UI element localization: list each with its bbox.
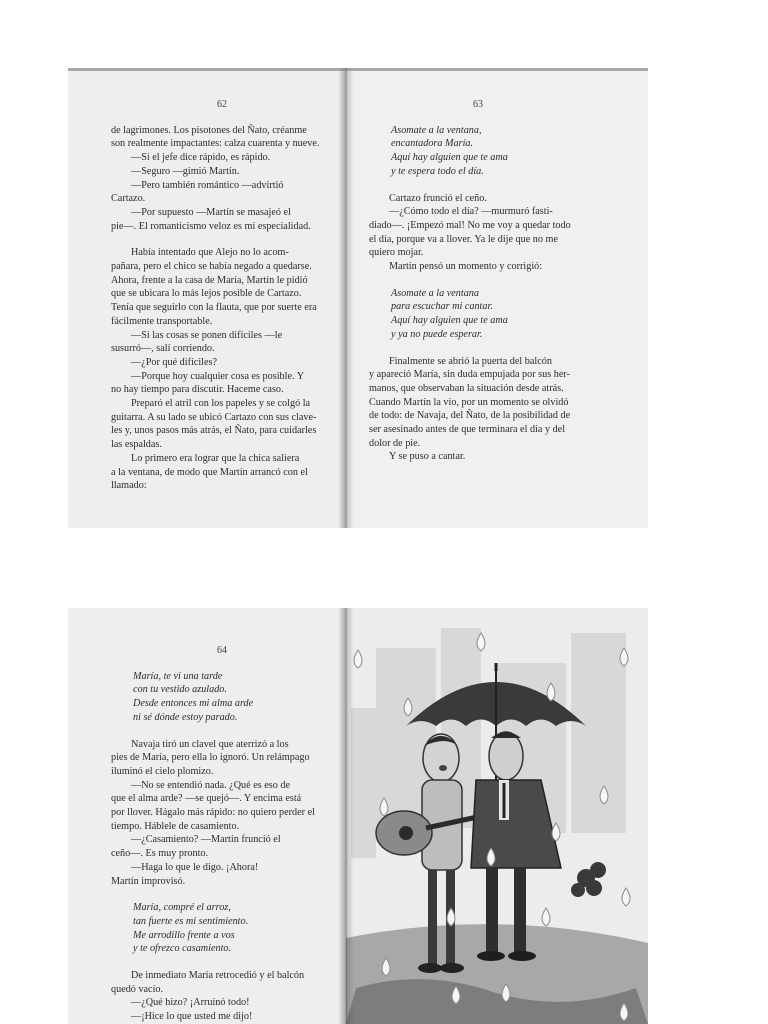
verse-line: Asomate a la ventana <box>391 287 479 299</box>
page-number: 64 <box>217 645 227 656</box>
text-block <box>111 670 333 1024</box>
text-line: —¿Cómo todo el día? —murmuró fasti- <box>389 206 553 218</box>
text-line: —Pero también romántico —advirtió <box>131 179 284 191</box>
text-line: quedó vacío. <box>111 983 164 995</box>
text-line: pies de María, pero ella lo ignoró. Un relámpago <box>111 752 310 764</box>
text-line: —¡Hice lo que usted me dijo! <box>131 1011 253 1023</box>
paragraph-gap <box>369 342 587 355</box>
text-line: Finalmente se abrió la puerta del balcón <box>389 355 552 367</box>
text-line: el día, porque va a llover. Ya le dije que no me <box>369 233 558 245</box>
text-line: quiero mojar. <box>369 247 424 259</box>
page-63 <box>346 68 648 528</box>
text-line: pie—. El romanticismo veloz es mi especialidad. <box>111 220 311 232</box>
paragraph-gap <box>111 888 333 901</box>
text-line: de todo: de Navaja, del Ñato, de la posibilidad de <box>369 410 571 422</box>
page-62 <box>68 68 346 528</box>
page-64 <box>68 608 346 1024</box>
text-block <box>369 124 587 464</box>
verse-line: ni sé dónde estoy parado. <box>133 711 238 723</box>
page-64-text <box>111 644 333 1024</box>
text-line: Había intentado que Alejo no lo acom- <box>131 247 289 259</box>
book-gutter-shadow <box>338 68 354 528</box>
verse-line: María, te vi una tarde <box>133 670 223 682</box>
verse-line: para escuchar mi cantar. <box>391 301 493 313</box>
text-line: —¿Qué hizo? ¡Arruinó todo! <box>131 997 250 1009</box>
text-line: —Si las cosas se ponen difíciles —le <box>131 329 283 341</box>
text-line: Preparó el atril con los papeles y se colgó la <box>131 398 311 410</box>
verse-line: y ya no puede esperar. <box>391 328 483 340</box>
text-line: Martín improvisó. <box>111 875 186 887</box>
text-line: y apareció María, sin duda empujada por sus her- <box>369 369 570 381</box>
text-line: dolor de pie. <box>369 437 421 449</box>
page-63-text <box>369 98 587 464</box>
text-line: —Por supuesto —Martín se masajeó el <box>131 206 291 218</box>
text-line: Lo primero era lograr que la chica saliera <box>131 452 300 464</box>
verse-line: Aquí hay alguien que te ama <box>391 315 508 327</box>
text-line: ser asesinado antes de que terminara el día y del <box>369 424 566 436</box>
text-line: —Porque hoy cualquier cosa es posible. Y <box>131 370 305 382</box>
illustration-serenade-in-rain <box>346 608 648 1024</box>
text-line: Cartazo frunció el ceño. <box>389 192 487 204</box>
text-line: las espaldas. <box>111 439 162 451</box>
text-line: guitarra. A su lado se ubicó Cartazo con sus clave- <box>111 411 317 423</box>
text-line: —Haga lo que le digo. ¡Ahora! <box>131 861 259 873</box>
verse-line: Asomate a la ventana, <box>391 124 482 136</box>
verse-line: encantadora María. <box>391 138 474 150</box>
text-line: manos, que observaban la situación desde atrás. <box>369 382 564 394</box>
text-line: —Si el jefe dice rápido, es rápido. <box>131 152 271 164</box>
text-line: diado—. ¡Empezó mal! No me voy a quedar todo <box>369 219 571 231</box>
text-line: De inmediato María retrocedió y el balcón <box>131 970 305 982</box>
text-line: les y, unos pasos más atrás, el Ñato, para cuidarles <box>111 425 317 437</box>
text-line: de lagrimones. Los pisotones del Ñato, créanme <box>111 124 307 136</box>
text-line: llamado: <box>111 480 147 492</box>
text-block <box>111 124 333 493</box>
page-number: 62 <box>217 99 227 110</box>
text-line: Cuando Martín la vio, por un momento se olvidó <box>369 396 569 408</box>
illustration-page <box>346 608 648 1024</box>
text-line: ceño—. Es muy pronto. <box>111 848 209 860</box>
text-line: Tenía que seguirlo con la flauta, que por suerte era <box>111 302 317 314</box>
verse-line: María, compré el arroz, <box>133 902 231 914</box>
page-62-text <box>111 98 333 493</box>
paragraph-gap <box>369 274 587 287</box>
text-line: Navaja tiró un clavel que aterrizó a los <box>131 738 289 750</box>
verse-line: Desde entonces mi alma arde <box>133 698 254 710</box>
text-line: —¿Casamiento? —Martín frunció el <box>131 834 281 846</box>
text-line: —¿Por qué difíciles? <box>131 356 218 368</box>
text-line: no hay tiempo para discutir. Haceme caso. <box>111 384 284 396</box>
text-line: —Seguro —gimió Martín. <box>131 165 240 177</box>
book-spread-top <box>68 68 648 528</box>
text-line: que se ubicara lo más lejos posible de Cartazo. <box>111 288 302 300</box>
text-line: a la ventana, de modo que Martín arrancó con el <box>111 466 308 478</box>
page-number: 63 <box>473 99 483 110</box>
text-line: que el alma arde? —se quejó—. Y encima está <box>111 793 302 805</box>
verse-line: y te ofrezco casamiento. <box>133 943 232 955</box>
text-line: por llover. Hágalo más rápido: no quiero perder el <box>111 807 315 819</box>
book-spread-bottom <box>68 608 648 1024</box>
book-gutter-shadow <box>338 608 354 1024</box>
text-line: Cartazo. <box>111 193 146 205</box>
verse-line: con tu vestido azulado. <box>133 684 227 696</box>
verse-line: y te espera todo el día. <box>391 165 484 177</box>
verse-line: Me arrodillo frente a vos <box>133 929 235 941</box>
paragraph-gap <box>369 179 587 192</box>
text-line: son realmente impactantes: calza cuarenta y nueve. <box>111 138 320 150</box>
text-line: —No se entendió nada. ¿Qué es eso de <box>131 779 290 791</box>
paragraph-gap <box>111 956 333 969</box>
text-line: Y se puso a cantar. <box>389 451 466 463</box>
text-line: iluminó el cielo plomizo. <box>111 765 214 777</box>
paragraph-gap <box>111 233 333 246</box>
text-line: Martín pensó un momento y corrigió: <box>389 261 543 273</box>
text-line: pañara, pero el chico se había negado a quedarse. <box>111 261 312 273</box>
text-line: susurró—, salí corriendo. <box>111 343 215 355</box>
verse-line: Aquí hay alguien que te ama <box>391 152 508 164</box>
text-line: tiempo. Háblele de casamiento. <box>111 820 240 832</box>
verse-line: tan fuerte es mi sentimiento. <box>133 915 249 927</box>
page-top-edge <box>68 68 648 71</box>
text-line: fácilmente transportable. <box>111 315 213 327</box>
text-line: Ahora, frente a la casa de María, Martín le pidió <box>111 274 308 286</box>
paragraph-gap <box>111 725 333 738</box>
